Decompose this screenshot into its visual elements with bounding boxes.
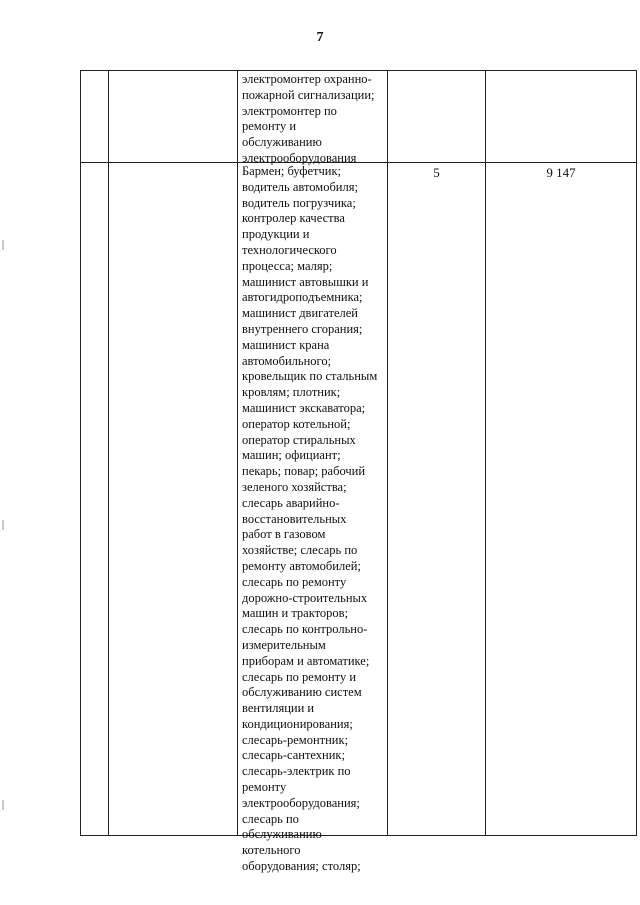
occupation-line: слесарь по: [242, 811, 299, 826]
occupation-line: зеленого хозяйства;: [242, 479, 347, 494]
scan-mark: [2, 520, 4, 530]
column-divider-4: [485, 70, 486, 836]
row-2-count: 5: [433, 165, 440, 180]
occupation-line: кондиционирования;: [242, 716, 353, 731]
occupation-line: контролер качества: [242, 211, 345, 226]
occupation-line: ремонту: [242, 780, 287, 795]
scan-mark: [2, 800, 4, 810]
occupation-line: продукции и: [242, 227, 310, 242]
occupation-line: машин и тракторов;: [242, 606, 349, 621]
table: [80, 70, 637, 874]
occupation-line: технологического: [242, 242, 337, 257]
table-border-right: [636, 70, 637, 836]
occupation-line: внутреннего сгорания;: [242, 321, 363, 336]
occupation-line: дорожно-строительных: [242, 590, 368, 605]
occupation-line: обслуживанию: [242, 827, 322, 842]
occupation-line: пекарь; повар; рабочий: [242, 464, 366, 479]
occupation-line: ремонту и: [242, 119, 297, 134]
occupation-line: машинист экскаватора;: [242, 400, 366, 415]
occupation-line: оператор котельной;: [242, 416, 351, 431]
occupation-line: вентиляции и: [242, 701, 315, 716]
occupation-line: Бармен; буфетчик;: [242, 164, 341, 178]
occupation-line: хозяйстве; слесарь по: [242, 543, 358, 558]
occupation-line: измерительным: [242, 637, 326, 652]
occupation-line: кровлям; плотник;: [242, 385, 341, 400]
occupation-line: слесарь-сантехник;: [242, 748, 345, 763]
table-border-top: [80, 70, 637, 71]
occupation-line: обслуживанию систем: [242, 685, 362, 700]
occupation-line: машин; официант;: [242, 448, 341, 463]
page-number: 7: [316, 30, 324, 45]
occupation-line: автогидроподъемника;: [242, 290, 363, 305]
occupation-line: пожарной сигнализации;: [242, 87, 375, 102]
occupation-line: слесарь по контрольно-: [242, 622, 368, 637]
occupation-line: электрооборудования;: [242, 795, 360, 810]
occupation-line: слесарь по ремонту: [242, 574, 347, 589]
occupation-line: водитель автомобиля;: [242, 179, 358, 194]
occupation-line: оператор стиральных: [242, 432, 356, 447]
occupation-line: котельного: [242, 843, 301, 858]
row-2-amount: 9 147: [546, 165, 576, 180]
occupation-line: обслуживанию: [242, 135, 322, 150]
occupation-line: электрооборудования: [242, 150, 357, 165]
table-border-left: [80, 70, 81, 836]
occupation-line: процесса; маляр;: [242, 258, 333, 273]
occupation-line: кровельщик по стальным: [242, 369, 378, 384]
occupation-line: слесарь-ремонтник;: [242, 732, 349, 747]
occupation-line: слесарь аварийно-: [242, 495, 340, 510]
occupation-line: слесарь по ремонту и: [242, 669, 357, 684]
occupation-line: ремонту автомобилей;: [242, 558, 361, 573]
occupation-line: электромонтер охранно-: [242, 72, 372, 86]
occupation-line: машинист крана: [242, 337, 330, 352]
occupation-line: автомобильного;: [242, 353, 332, 368]
occupation-line: электромонтер по: [242, 103, 337, 118]
occupation-line: машинист двигателей: [242, 306, 358, 321]
occupation-line: водитель погрузчика;: [242, 195, 356, 210]
scan-mark: [2, 240, 4, 250]
column-divider-1: [108, 70, 109, 836]
row-1-occupations: [242, 72, 374, 167]
occupation-line: слесарь-электрик по: [242, 764, 351, 779]
row-2-occupations: [242, 164, 377, 875]
column-divider-3: [387, 70, 388, 836]
occupation-line: восстановительных: [242, 511, 347, 526]
occupation-line: работ в газовом: [242, 527, 326, 542]
occupation-line: приборам и автоматике;: [242, 653, 370, 668]
occupation-line: машинист автовышки и: [242, 274, 369, 289]
column-divider-2: [237, 70, 238, 836]
occupation-line: оборудования; столяр;: [242, 859, 361, 874]
